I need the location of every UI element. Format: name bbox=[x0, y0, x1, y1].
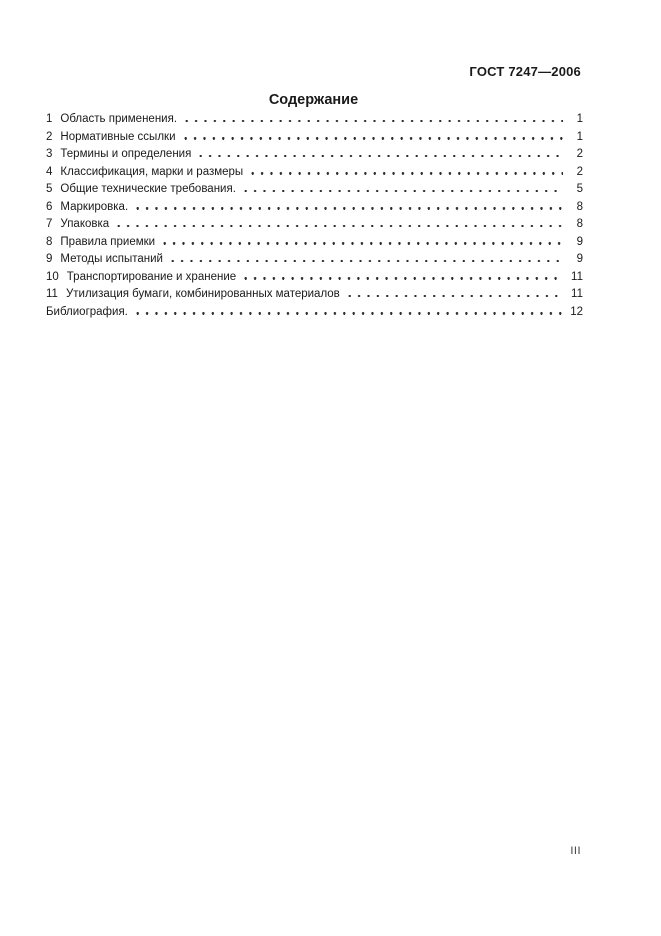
toc-entry-page: 9 bbox=[576, 235, 583, 248]
toc-entry-label: Правила приемки bbox=[60, 235, 156, 248]
document-code-header: ГОСТ 7247—2006 bbox=[469, 64, 581, 79]
toc-entry-number: 5 bbox=[46, 183, 53, 195]
toc-entry-label: Область применения. bbox=[60, 113, 178, 125]
toc-entry-label: Термины и определения bbox=[60, 148, 192, 160]
toc-dot-leader bbox=[168, 260, 563, 262]
toc-entry-number: 4 bbox=[46, 165, 53, 178]
toc-entry bbox=[46, 269, 583, 287]
toc-entry-page: 11 bbox=[571, 288, 583, 300]
toc-entry-number: 9 bbox=[46, 253, 53, 265]
toc-dot-leader bbox=[196, 155, 563, 157]
toc-entry bbox=[46, 164, 583, 182]
toc-dot-leader bbox=[114, 225, 563, 227]
toc-entry-number: 6 bbox=[46, 200, 53, 213]
toc-entry bbox=[46, 286, 583, 304]
toc-entry-page: 1 bbox=[576, 130, 583, 143]
toc-entry-label: Методы испытаний bbox=[60, 253, 163, 265]
toc-dot-leader bbox=[160, 242, 563, 244]
toc-entry bbox=[46, 146, 583, 164]
toc-entry-label: Транспортирование и хранение bbox=[66, 270, 237, 283]
toc-list bbox=[46, 111, 583, 321]
toc-entry bbox=[46, 129, 583, 147]
toc-dot-leader bbox=[133, 207, 563, 209]
toc-entry-label: Утилизация бумаги, комбинированных материалов bbox=[65, 288, 340, 300]
toc-entry-number: 3 bbox=[46, 148, 53, 160]
toc-entry-page: 8 bbox=[576, 218, 583, 230]
toc-dot-leader bbox=[182, 120, 563, 122]
toc-entry bbox=[46, 199, 583, 217]
toc-entry-page: 11 bbox=[571, 270, 583, 283]
toc-dot-leader bbox=[241, 190, 563, 192]
toc-entry-label: Маркировка. bbox=[60, 200, 129, 213]
toc-entry-label: Общие технические требования. bbox=[60, 183, 236, 195]
toc-entry-page: 2 bbox=[576, 148, 583, 160]
toc-entry bbox=[46, 216, 583, 234]
toc-entry-page: 1 bbox=[576, 113, 583, 125]
toc-entry-number: 7 bbox=[46, 218, 53, 230]
toc-entry bbox=[46, 304, 583, 322]
toc-entry bbox=[46, 181, 583, 199]
toc-entry-number: 10 bbox=[46, 270, 59, 283]
toc-entry bbox=[46, 234, 583, 252]
toc-entry-page: 12 bbox=[570, 305, 583, 318]
toc-entry-page: 2 bbox=[576, 165, 583, 178]
toc-entry-number: 8 bbox=[46, 235, 53, 248]
toc-entry-page: 5 bbox=[576, 183, 583, 195]
toc-entry-number: 2 bbox=[46, 130, 53, 143]
toc-entry bbox=[46, 111, 583, 129]
toc-dot-leader bbox=[241, 277, 563, 279]
toc-entry-label: Классификация, марки и размеры bbox=[60, 165, 244, 178]
toc-entry-page: 9 bbox=[576, 253, 583, 265]
toc-entry-number: 1 bbox=[46, 113, 53, 125]
toc-dot-leader bbox=[133, 312, 563, 314]
toc-entry-page: 8 bbox=[576, 200, 583, 213]
toc-dot-leader bbox=[248, 172, 563, 174]
toc-dot-leader bbox=[345, 295, 563, 297]
page-number-roman: III bbox=[570, 845, 581, 857]
toc-entry bbox=[46, 251, 583, 269]
toc-entry-label: Нормативные ссылки bbox=[60, 130, 176, 143]
toc-entry-label: Упаковка bbox=[60, 218, 110, 230]
toc-heading: Содержание bbox=[268, 92, 359, 108]
toc-entry-label: Библиография. bbox=[46, 305, 128, 318]
toc-dot-leader bbox=[181, 137, 564, 139]
toc-entry-number: 11 bbox=[46, 288, 58, 300]
